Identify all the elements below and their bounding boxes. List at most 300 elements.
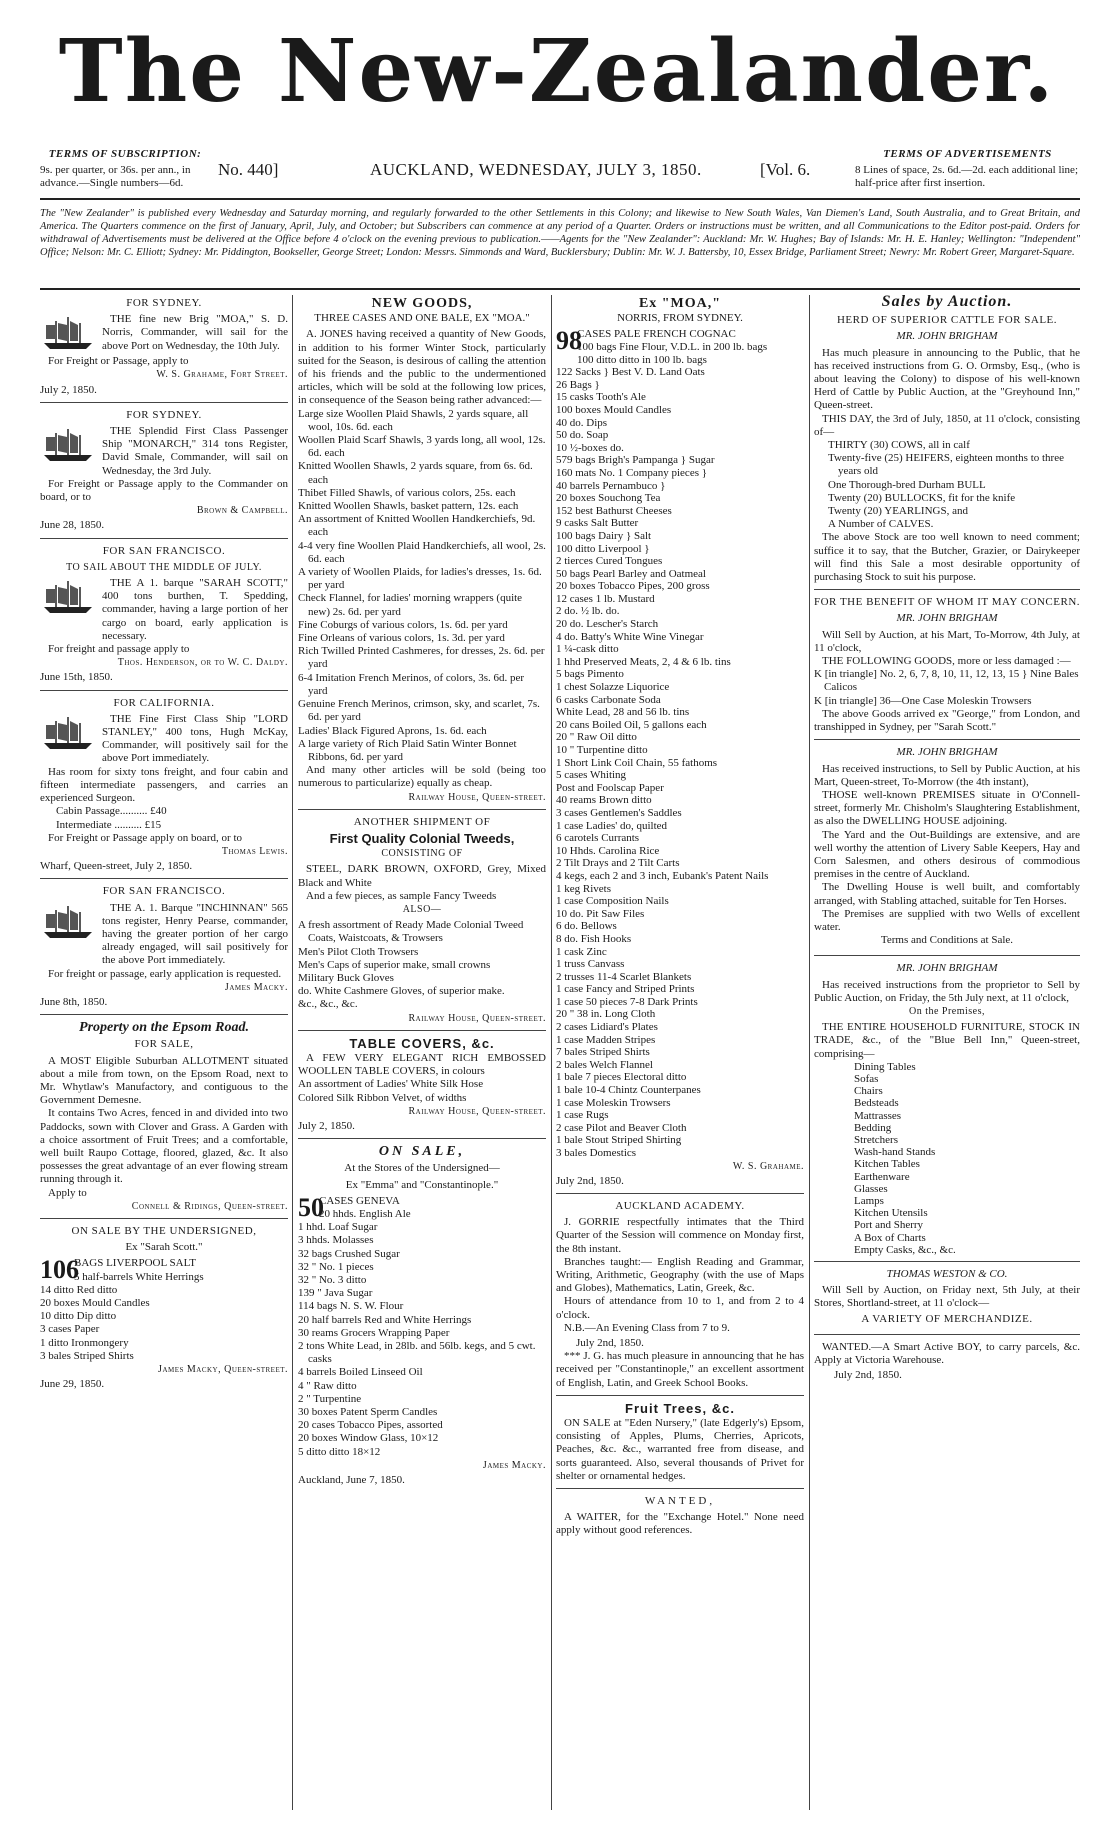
list-item: Stretchers	[854, 1133, 898, 1146]
list-item: K [in triangle] No. 2, 6, 7, 8, 10, 11, 12, 13, 15 } Nine Bales Calicos	[814, 668, 1079, 694]
ad-body-2: THIS DAY, the 3rd of July, 1850, at 11 o'clock, consisting of—	[814, 412, 1080, 438]
column-divider	[809, 295, 810, 1810]
list-item: 8 do. Fish Hooks	[556, 932, 632, 945]
list-item: 7 bales Striped Shirts	[556, 1046, 650, 1059]
list-item: 20 boxes Window Glass, 10×12	[298, 1432, 439, 1445]
list-item: 20 " 38 in. Long Cloth	[556, 1008, 656, 1021]
list-item: 3 cases Gentlemen's Saddles	[556, 806, 682, 819]
ad-signature: Railway House, Queen-street.	[408, 791, 546, 803]
ad-heading: FOR SYDNEY.	[126, 408, 202, 421]
ad-heading: AUCKLAND ACADEMY.	[615, 1200, 745, 1212]
masthead-title: The New-Zealander.	[58, 21, 1056, 122]
ad-body-2: THE FOLLOWING GOODS, more or less damaged :—	[822, 655, 1071, 668]
list-item: 30 reams Grocers Wrapping Paper	[298, 1326, 450, 1339]
fare-cabin: Cabin Passage.......... £40	[56, 805, 167, 818]
list-item: Ladies' Black Figured Aprons, 1s. 6d. each	[298, 724, 487, 737]
list-item: One Thorough-bred Durham BULL	[828, 478, 986, 491]
auctioneer: MR. JOHN BRIGHAM	[896, 746, 998, 759]
ad-fruit-trees	[556, 1402, 804, 1489]
ad-on-sale-sarah-scott	[40, 1225, 288, 1396]
ad-body-2: For Freight or Passage apply to the Commander on board, or to	[40, 477, 288, 504]
list-item: 6-4 Imitation French Merinos, of colors, 3s. 6d. per yard	[298, 671, 525, 697]
ad-body: THE A 1. barque "SARAH SCOTT," 400 tons burthen, T. Spedding, commander, having a large portion of her cargo on board, early application is necessary.	[102, 577, 288, 642]
ad-body: Has much pleasure in announcing to the Public, that he has received instructions from G. O. Ormsby, Esq., (who is about leaving the Colony) to dispose of his well-known Herd of Cattle by Public Auction, at the "Greyhound Inn," Queen-street.	[814, 346, 1080, 412]
list-item: A large variety of Rich Plaid Satin Winter Bonnet Ribbons, 6d. per yard	[298, 737, 517, 763]
column-1	[40, 295, 288, 1813]
list-item: Fine Coburgs of various colors, 1s. 6d. per yard	[298, 618, 508, 631]
advertisement-terms-text: 8 Lines of space, 2s. 6d.—2d. each additional line; half-price after first insertion.	[855, 164, 1078, 189]
list-item: 1 case Composition Nails	[556, 895, 669, 908]
ad-subheading: THREE CASES AND ONE BALE, EX "MOA."	[314, 312, 530, 325]
goods-list	[814, 668, 1080, 708]
ad-body-2: A VARIETY OF MERCHANDIZE.	[861, 1312, 1033, 1325]
list-item: 20 boxes Tobacco Pipes, 200 gross	[556, 580, 710, 593]
ad-subheading: At the Stores of the Undersigned—	[344, 1162, 500, 1175]
ad-heading: ON SALE,	[378, 1144, 466, 1160]
list-item: 4 barrels Boiled Linseed Oil	[298, 1366, 423, 1379]
ad-body-3: Colored Silk Ribbon Velvet, of widths	[298, 1091, 467, 1104]
ship-notice	[40, 313, 288, 355]
section-title: Sales by Auction.	[881, 295, 1013, 310]
list-item: Kitchen Tables	[854, 1158, 920, 1171]
list-item: Chairs	[854, 1085, 883, 1098]
list-item: 1 Short Link Coil Chain, 55 fathoms	[556, 756, 718, 769]
list-item: Kitchen Utensils	[854, 1207, 928, 1220]
ad-body: A WAITER, for the "Exchange Hotel." None need apply without good references.	[556, 1511, 804, 1537]
ad-for-san-francisco-sarah-scott	[40, 545, 288, 691]
list-item: BAGS LIVERPOOL SALT	[74, 1257, 197, 1270]
advertisement-terms	[855, 146, 1080, 190]
list-item: 2 trusses 11-4 Scarlet Blankets	[556, 970, 692, 983]
ad-heading: NEW GOODS,	[371, 296, 473, 311]
list-item: 1 bale Stout Striped Shirting	[556, 1134, 682, 1147]
ad-table-covers	[298, 1037, 546, 1139]
subscription-text: 9s. per quarter, or 36s. per ann., in advance.—Single numbers—6d.	[40, 164, 191, 189]
list-item: A Box of Charts	[854, 1231, 926, 1244]
list-item: An assortment of Knitted Woollen Handkerchiefs, 9d. each	[298, 513, 536, 539]
list-item: 2 bales Welch Flannel	[556, 1058, 653, 1071]
header-rule	[40, 198, 1080, 200]
ad-wanted-waiter	[556, 1495, 804, 1543]
ad-body: THE Splendid First Class Passenger Ship "MONARCH," 314 tons Register, David Smale, Commander, will sail on Wednesday, the 3rd July.	[102, 425, 288, 477]
ad-heading: FOR SAN FRANCISCO.	[102, 885, 226, 898]
ad-subheading: Ex "Sarah Scott."	[125, 1241, 203, 1254]
list-item: Military Buck Gloves	[298, 971, 394, 984]
ad-body-2: Has room for sixty tons freight, and four cabin and fifteen intermediate passengers, and carries an experienced Surgeon.	[40, 765, 288, 805]
ad-body: Has received instructions, to Sell by Public Auction, at his Mart, Queen-street, To-Morrow (the 4th instant),	[814, 762, 1080, 788]
ad-body: A MOST Eligible Suburban ALLOTMENT situated about a mile from town, on the Epsom Road, next to Mr. Whytlaw's Manufactory, and contiguous to the Government Demesne.	[40, 1054, 288, 1107]
ad-date: June 15th, 1850.	[40, 671, 113, 684]
ship-icon	[40, 904, 96, 942]
list-item: 26 Bags }	[556, 378, 600, 391]
ad-body-3: Hours of attendance from 10 to 1, and from 2 to 4 o'clock.	[556, 1295, 804, 1321]
list-item: CASES PALE FRENCH COGNAC	[577, 328, 736, 341]
ad-signature: Railway House, Queen-street.	[408, 1012, 546, 1024]
column-divider	[551, 295, 552, 1810]
ad-body-3: Apply to	[48, 1186, 87, 1199]
ad-body: Will Sell by Auction, on Friday next, 5th July, at their Stores, Shortland-street, at 11 o'clock—	[814, 1284, 1080, 1310]
ad-heading: FOR THE BENEFIT OF WHOM IT MAY CONCERN.	[814, 596, 1080, 609]
ad-signature: Railway House, Queen-street.	[408, 1105, 546, 1117]
list-item: Empty Casks, &c., &c.	[854, 1243, 956, 1256]
list-item: 10 ½-boxes do.	[556, 441, 624, 454]
ad-signature: Thos. Henderson, or to W. C. Daldy.	[117, 657, 288, 669]
list-item: 1 case Rugs	[556, 1109, 609, 1122]
ad-date: June 29, 1850.	[40, 1378, 105, 1391]
list-item: 20 do. Lescher's Starch	[556, 618, 659, 631]
list-item: 2 cases Lidiard's Plates	[556, 1021, 658, 1034]
goods-list	[298, 919, 546, 1011]
list-item: THIRTY (30) COWS, all in calf	[828, 439, 970, 452]
list-item: 20 boxes Souchong Tea	[556, 492, 661, 505]
ad-body-2: THE ENTIRE HOUSEHOLD FURNITURE, STOCK IN TRADE, &c., of the "Blue Bell Inn," Queen-street, comprising—	[814, 1021, 1080, 1060]
ad-for-california	[40, 697, 288, 880]
list-item: 1 keg Rivets	[556, 882, 611, 895]
list-item: 6 casks Carbonate Soda	[556, 693, 661, 706]
list-item: 5 bags Pimento	[556, 668, 624, 681]
list-item: CASES GENEVA	[319, 1194, 400, 1207]
ad-subheading: On the Premises,	[908, 1005, 986, 1017]
column-divider	[292, 295, 293, 1810]
list-item: 32 bags Crushed Sugar	[298, 1247, 400, 1260]
list-item: A variety of Woollen Plaids, for ladies's dresses, 1s. 6d. per yard	[298, 566, 542, 592]
ship-icon	[40, 579, 96, 617]
list-item: 2 " Turpentine	[298, 1392, 362, 1405]
ad-signature: James Macky, Queen-street.	[158, 1364, 288, 1376]
publication-notice: The "New Zealander" is published every Wednesday and Saturday morning, and regularly forwarded to the other Settlements in this Colony; and likewise to New South Wales, Van Diemen's Land, South Australia, and to Great Britain, and America. The Quarters commence on the first of January, April, July, and October; but Subscribers can commence at any period of a Quarter. Orders or instructions must be written, and all Communications to the Editor post-paid. Orders for withdrawal of Advertisements must be delivered at the Office before 4 o'clock on the evening previous to publication.——Agents for the "New Zealander": Auckland: Mr. W. Hughes; Bay of Islands: Mr. H. E. Hanley; Wellington: "Independent" Office; Nelson: Mr. C. Elliott; Sydney: Mr. Piddington, Bookseller, George Street; London: Messrs. Simmonds and Ward, Bucklersbury; Dublin: Mr. W. J. Battersby, 10, Essex Bridge, Parliament Street; Newry: Mr. Robert Greer, Margaret-Square.	[40, 208, 1080, 258]
list-item: 114 bags N. S. W. Flour	[298, 1300, 404, 1313]
list-item: Bedsteads	[854, 1097, 899, 1110]
list-item: 100 ditto ditto in 100 lb. bags	[577, 353, 707, 366]
list-item: 20 boxes Mould Candles	[40, 1297, 150, 1309]
list-item: Twenty (20) BULLOCKS, fit for the knife	[828, 491, 1016, 504]
list-item: 9 casks Salt Butter	[556, 517, 639, 530]
list-item: 1 bale 7 pieces Electoral ditto	[556, 1071, 687, 1084]
list-item: Mattrasses	[854, 1109, 902, 1122]
columns-top-rule	[40, 288, 1080, 290]
list-item: 32 " No. 1 pieces	[298, 1260, 374, 1273]
list-item: Lamps	[854, 1195, 884, 1207]
ad-subheading: CONSISTING OF	[381, 848, 463, 860]
goods-list	[298, 1192, 546, 1459]
ad-body: A FEW VERY ELEGANT RICH EMBOSSED WOOLLEN TABLE COVERS, in colours	[298, 1051, 546, 1078]
ad-terms: Terms and Conditions at Sale.	[880, 934, 1014, 947]
list-item: 1 hhd. Loaf Sugar	[298, 1221, 378, 1234]
list-item: 10 ditto Dip ditto	[40, 1310, 117, 1323]
ad-signature: W. S. Grahame, Fort Street.	[156, 369, 288, 381]
list-item: 40 do. Dips	[556, 416, 608, 429]
lead-quantity: 106	[40, 1255, 79, 1285]
column-3	[556, 295, 804, 1813]
ad-body: THE A. 1. Barque "INCHINNAN" 565 tons register, Henry Pearse, commander, having the greater portion of her cargo already engaged, will sail positively for the above Port immediately.	[102, 901, 288, 967]
ad-signature: James Macky.	[224, 981, 288, 993]
ship-notice	[40, 425, 288, 478]
list-item: Twenty-five (25) HEIFERS, eighteen months to three years old	[828, 452, 1064, 478]
ad-household-furniture	[814, 962, 1080, 1262]
list-item: 3 bales Striped Shirts	[40, 1349, 134, 1362]
column-2	[298, 295, 546, 1813]
ad-date: Wharf, Queen-street, July 2, 1850.	[40, 860, 193, 873]
ad-body-4: N.B.—An Evening Class from 7 to 9.	[564, 1321, 730, 1334]
list-item: 1 hhd Preserved Meats, 2, 4 & 6 lb. tins	[556, 655, 731, 668]
list-item: Men's Caps of superior make, small crowns	[298, 958, 491, 971]
ad-merchandize-auction	[814, 1268, 1080, 1335]
ad-date: June 8th, 1850.	[40, 995, 108, 1008]
list-item: 3 cases Paper	[40, 1323, 100, 1336]
list-item: 139 " Java Sugar	[298, 1287, 373, 1300]
list-item: Fine Orleans of various colors, 1s. 3d. per yard	[298, 632, 505, 645]
advertisement-terms-heading: TERMS OF ADVERTISEMENTS	[883, 148, 1052, 160]
ad-date: July 2, 1850.	[298, 1119, 355, 1132]
list-item: 5 half-barrels White Herrings	[74, 1270, 204, 1283]
list-item: 1 case 50 pieces 7-8 Dark Prints	[556, 995, 698, 1008]
list-item: K [in triangle] 36—One Case Moleskin Trowsers	[814, 694, 1032, 707]
ad-colonial-tweeds	[298, 816, 546, 1031]
ad-heading: FOR SAN FRANCISCO.	[102, 544, 226, 557]
list-item: 4-4 very fine Woollen Plaid Handkerchiefs, all wool, 2s. 6d. each	[298, 539, 546, 565]
goods-list	[814, 1061, 1080, 1256]
ad-epsom-road-property	[40, 1021, 288, 1219]
list-item: 160 mats No. 1 Company pieces }	[556, 466, 708, 479]
ad-body: STEEL, DARK BROWN, OXFORD, Grey, Mixed Black and White	[298, 863, 546, 889]
list-item: Wash-hand Stands	[854, 1146, 936, 1159]
ad-body-2: For freight or passage, early application is requested.	[48, 967, 282, 980]
ship-icon	[40, 427, 96, 465]
ad-body-5: The Premises are supplied with two Wells of excellent water.	[814, 907, 1080, 933]
ad-body-2: And many other articles will be sold (being too numerous to particularize) equally as cheap.	[298, 764, 546, 790]
list-item: 3 hhds. Molasses	[298, 1234, 374, 1247]
list-item: A fresh assortment of Ready Made Colonial Tweed Coats, Waistcoats, & Trowsers	[298, 919, 524, 945]
list-item: Thibet Filled Shawls, of various colors, 25s. each	[298, 486, 516, 499]
list-item: 2 do. ½ lb. do.	[556, 605, 620, 618]
list-item: Post and Foolscap Paper	[556, 781, 664, 794]
ad-for-sydney-monarch	[40, 409, 288, 539]
auctioneer: THOMAS WESTON & CO.	[886, 1268, 1008, 1281]
list-item: &c., &c., &c.	[298, 998, 358, 1011]
subscription-terms	[40, 146, 210, 190]
ship-icon	[40, 315, 96, 353]
list-item: Men's Pilot Cloth Trowsers	[298, 945, 419, 958]
list-item: 20 hhds. English Ale	[319, 1208, 411, 1220]
ship-icon	[40, 715, 96, 753]
ad-for-san-francisco-inchinnan	[40, 885, 288, 1015]
list-item: 20 " Raw Oil ditto	[556, 731, 637, 744]
dateline: AUCKLAND, WEDNESDAY, JULY 3, 1850.	[370, 160, 702, 179]
list-item: Port and Sherry	[854, 1219, 924, 1232]
list-item: 4 " Raw ditto	[298, 1379, 357, 1392]
list-item: Earthenware	[854, 1170, 910, 1183]
list-item: Large size Woollen Plaid Shawls, 2 yards square, all wool, 10s. 6d. each	[298, 407, 529, 433]
ad-body-5: *** J. G. has much pleasure in announcing that he has received per "Constantinople," an excellent assortment of English, Latin, and Greek School Books.	[556, 1350, 804, 1389]
goods-list	[814, 439, 1080, 531]
list-item: 5 ditto ditto 18×12	[298, 1445, 381, 1458]
subscription-heading: TERMS OF SUBSCRIPTION:	[48, 148, 202, 160]
list-item: do. White Cashmere Gloves, of superior make.	[298, 985, 505, 998]
list-item: 6 carotels Currants	[556, 832, 640, 845]
list-item: 152 best Bathurst Cheeses	[556, 504, 672, 517]
masthead	[0, 0, 1114, 140]
list-item: 2 case Pilot and Beaver Cloth	[556, 1121, 687, 1134]
ad-body: THE fine new Brig "MOA," S. D. Norris, Commander, will sail for the above Port on Wednesday, the 10th July.	[102, 313, 288, 352]
ad-herd-of-cattle	[814, 314, 1080, 590]
list-item: Check Flannel, for ladies' morning wrappers (quite new) 2s. 6d. per yard	[298, 592, 523, 618]
ad-body-2: For freight and passage apply to	[48, 643, 190, 656]
ad-body: WANTED.—A Smart Active BOY, to carry parcels, &c. Apply at Victoria Warehouse.	[814, 1340, 1080, 1367]
ad-title: First Quality Colonial Tweeds,	[329, 830, 515, 846]
info-bar	[40, 146, 1080, 192]
ad-body-2: THOSE well-known PREMISES situate in O'Connell-street, formerly Mr. Chisholm's Slaughtering Establishment, as also the DWELLING HOUSE adjoining.	[814, 788, 1080, 828]
list-item: 2 Tilt Drays and 2 Tilt Carts	[556, 857, 680, 870]
ad-heading: Fruit Trees, &c.	[625, 1400, 735, 1416]
ad-date: July 2nd, 1850.	[576, 1337, 644, 1350]
list-item: Twenty (20) YEARLINGS, and	[828, 505, 968, 518]
ad-heading: Property on the Epsom Road.	[79, 1020, 249, 1036]
goods-list	[40, 1257, 288, 1363]
ad-subheading: TO SAIL ABOUT THE MIDDLE OF JULY.	[66, 561, 262, 573]
list-item: Sofas	[854, 1072, 879, 1085]
ad-signature: Thomas Lewis.	[221, 845, 288, 857]
ad-body: Has received instructions from the proprietor to Sell by Public Auction, on Friday, the 5th July next, at 11 o'clock,	[814, 978, 1080, 1004]
ad-date: July 2nd, 1850.	[834, 1369, 902, 1382]
list-item: 14 ditto Red ditto	[40, 1283, 118, 1296]
ad-heading: Ex "MOA,"	[638, 296, 722, 311]
list-item: 4 kegs, each 2 and 3 inch, Eubank's Patent Nails	[556, 869, 769, 882]
ad-body: J. GORRIE respectfully intimates that the Third Quarter of the Session will commence on Monday first, the 8th instant.	[556, 1216, 804, 1255]
list-item: A Number of CALVES.	[828, 518, 934, 531]
ad-heading: TABLE COVERS, &c.	[349, 1035, 495, 1051]
ad-for-sydney-moa	[40, 297, 288, 403]
list-item: Glasses	[854, 1182, 888, 1195]
ad-date: Auckland, June 7, 1850.	[298, 1474, 405, 1487]
list-item: 20 cases Tobacco Pipes, assorted	[298, 1419, 443, 1432]
ad-signature: W. S. Grahame.	[732, 1160, 804, 1172]
ad-body-2: For Freight or Passage, apply to	[48, 355, 189, 368]
ad-heading: HERD OF SUPERIOR CATTLE FOR SALE.	[836, 314, 1058, 327]
list-item: White Lead, 28 and 56 lb. tins	[556, 706, 690, 719]
list-item: Woollen Plaid Scarf Shawls, 3 yards long, all wool, 12s. 6d. each	[298, 434, 546, 460]
ad-subheading: NORRIS, FROM SYDNEY.	[617, 312, 743, 325]
ad-date: June 28, 1850.	[40, 519, 105, 532]
ad-premises-oconnell-street	[814, 746, 1080, 956]
list-item: 6 do. Bellows	[556, 920, 617, 933]
list-item: 40 barrels Pernambuco }	[556, 479, 666, 492]
ad-body: A. JONES having received a quantity of New Goods, in addition to his former Winter Stock, particularly suited for the Season, is desirous of calling the attention of his friends and the public to the undermentioned articles, which will be sold at the following low prices, in consequence of the Season being rather advanced:—	[298, 328, 546, 407]
list-item: 1 case Fancy and Striped Prints	[556, 983, 695, 996]
list-item: 2 tierces Cured Tongues	[556, 555, 663, 568]
ad-signature: Connell & Ridings, Queen-street.	[131, 1200, 288, 1212]
list-item: 32 " No. 3 ditto	[298, 1274, 367, 1287]
issue-number: No. 440]	[218, 160, 279, 179]
list-item: 1 bale 10-4 Chintz Counterpanes	[556, 1084, 701, 1097]
ad-on-sale-geneva	[298, 1145, 546, 1492]
list-item: 100 boxes Mould Candles	[556, 403, 672, 416]
ad-body-3: For Freight or Passage apply on board, or to	[48, 831, 242, 844]
ad-body-3: The above Goods arrived ex "George," from London, and transhipped in Sydney, per "Sarah Scott."	[814, 707, 1080, 734]
volume-number: [Vol. 6.	[760, 160, 811, 179]
ship-notice	[40, 713, 288, 766]
list-item: 122 Sacks } Best V. D. Land Oats	[556, 366, 705, 379]
list-item: Rich Twilled Printed Cashmeres, for dresses, 2s. 6d. per yard	[298, 645, 545, 671]
auctioneer: MR. JOHN BRIGHAM	[896, 962, 998, 975]
list-item: 50 do. Soap	[556, 429, 609, 442]
list-item: Knitted Woollen Shawls, 2 yards square, from 6s. 6d. each	[298, 460, 533, 486]
auctioneer: MR. JOHN BRIGHAM	[896, 330, 998, 343]
fare-intermediate: Intermediate .......... £15	[56, 818, 162, 831]
ad-date: July 2nd, 1850.	[556, 1174, 624, 1187]
list-item: 3 bales Domestics	[556, 1147, 637, 1159]
ad-body: Will Sell by Auction, at his Mart, To-Morrow, 4th July, at 11 o'clock,	[814, 628, 1080, 654]
ad-heading: ANOTHER SHIPMENT OF	[353, 815, 491, 828]
ad-subheading-2: ALSO—	[402, 903, 442, 915]
ship-notice	[40, 902, 288, 968]
ad-body-2: It contains Two Acres, fenced in and divided into two Paddocks, sown with Clover and Grass. A Garden with a choice assortment of Fruit Trees; and a comfortable, well built Raupo Cottage, floored, glazed, &c. It also possesses the great advantage of an ever flowing stream running through it.	[40, 1107, 288, 1186]
ad-subheading: FOR SALE,	[134, 1038, 194, 1051]
list-item: Bedding	[854, 1121, 892, 1134]
list-item: Genuine French Merinos, crimson, sky, and scarlet, 7s. 6d. per yard	[298, 698, 540, 724]
list-item: 100 bags Fine Flour, V.D.L. in 200 lb. bags	[577, 341, 768, 353]
list-item: 1 ditto Ironmongery	[40, 1336, 129, 1349]
ad-damaged-goods	[814, 596, 1080, 740]
list-item: 50 bags Pearl Barley and Oatmeal	[556, 567, 706, 580]
list-item: 579 bags Brigh's Pampanga } Sugar	[556, 454, 715, 467]
list-item: 1 cask Zinc	[556, 945, 607, 958]
list-item: 10 do. Pit Saw Files	[556, 907, 645, 920]
ad-wanted-boy	[814, 1341, 1080, 1388]
list-item: 10 Hhds. Carolina Rice	[556, 844, 660, 857]
list-item: Dining Tables	[854, 1060, 916, 1073]
ad-body-2: An assortment of Ladies' White Silk Hose	[298, 1078, 484, 1091]
ad-signature: James Macky.	[482, 1459, 546, 1471]
list-item: 1 case Moleskin Trowsers	[556, 1096, 671, 1109]
list-item: 15 casks Tooth's Ale	[556, 391, 646, 404]
list-item: 12 cases 1 lb. Mustard	[556, 592, 655, 605]
ad-body-2: And a few pieces, as sample Fancy Tweeds	[306, 889, 497, 902]
list-item: 1 case Ladies' do, quilted	[556, 819, 668, 832]
ad-heading: ON SALE BY THE UNDERSIGNED,	[71, 1224, 257, 1237]
ad-date: July 2, 1850.	[40, 383, 97, 396]
ad-new-goods	[298, 297, 546, 810]
ad-body: ON SALE at "Eden Nursery," (late Edgerly's) Epsom, consisting of Apples, Plums, Cherries, Apricots, Peaches, &c. &c., warranted free from disease, and sorts guaranteed. Also, several thousands of Privet for shelter or ornamental hedges.	[556, 1417, 804, 1482]
ad-heading: WANTED,	[644, 1495, 716, 1508]
list-item: 20 half barrels Red and White Herrings	[298, 1313, 472, 1326]
ad-body-4: The Dwelling House is well built, and comfortably arranged, with Stabling attached, suitable for Ten Horses.	[814, 881, 1080, 907]
list-item: 20 cans Boiled Oil, 5 gallons each	[556, 718, 707, 731]
list-item: 1 ¼-cask ditto	[556, 643, 619, 656]
list-item: 1 truss Canvass	[556, 958, 625, 971]
list-item: 40 reams Brown ditto	[556, 794, 652, 807]
goods-list	[556, 328, 804, 1159]
ship-notice	[40, 577, 288, 643]
ad-body-3: The above Stock are too well known to need comment; suffice it to say, that the Butcher, Grazier, or Dairykeeper will find this Sale a most desirable opportunity of purchasing Stock to suit his purpose.	[814, 531, 1080, 584]
list-item: 1 case Madden Stripes	[556, 1033, 656, 1046]
list-item: 10 " Turpentine ditto	[556, 744, 648, 756]
goods-list	[298, 408, 546, 764]
ad-subheading-2: Ex "Emma" and "Constantinople."	[345, 1178, 499, 1191]
auctioneer: MR. JOHN BRIGHAM	[896, 612, 998, 625]
ad-heading: FOR SYDNEY.	[126, 297, 202, 309]
list-item: 100 bags Dairy } Salt	[556, 529, 652, 542]
ad-body-2: Branches taught:— English Reading and Grammar, Writing, Arithmetic, Geography (with the use of Maps and Globes), Mathematics, Latin, Greek, &c.	[556, 1255, 804, 1295]
ad-ex-moa-goods	[556, 297, 804, 1194]
ad-auckland-academy	[556, 1200, 804, 1396]
list-item: Knitted Woollen Shawls, basket pattern, 12s. each	[298, 500, 519, 513]
lead-quantity: 50	[298, 1192, 324, 1222]
ad-body: THE Fine First Class Ship "LORD STANLEY," 400 tons, Hugh McKay, Commander, will positively sail for the above Port immediately.	[102, 712, 288, 765]
list-item: 1 chest Solazze Liquorice	[556, 681, 670, 694]
list-item: 4 do. Batty's White Wine Vinegar	[556, 630, 704, 643]
ad-signature: Brown & Campbell.	[196, 505, 288, 517]
ad-heading: FOR CALIFORNIA.	[113, 696, 215, 709]
